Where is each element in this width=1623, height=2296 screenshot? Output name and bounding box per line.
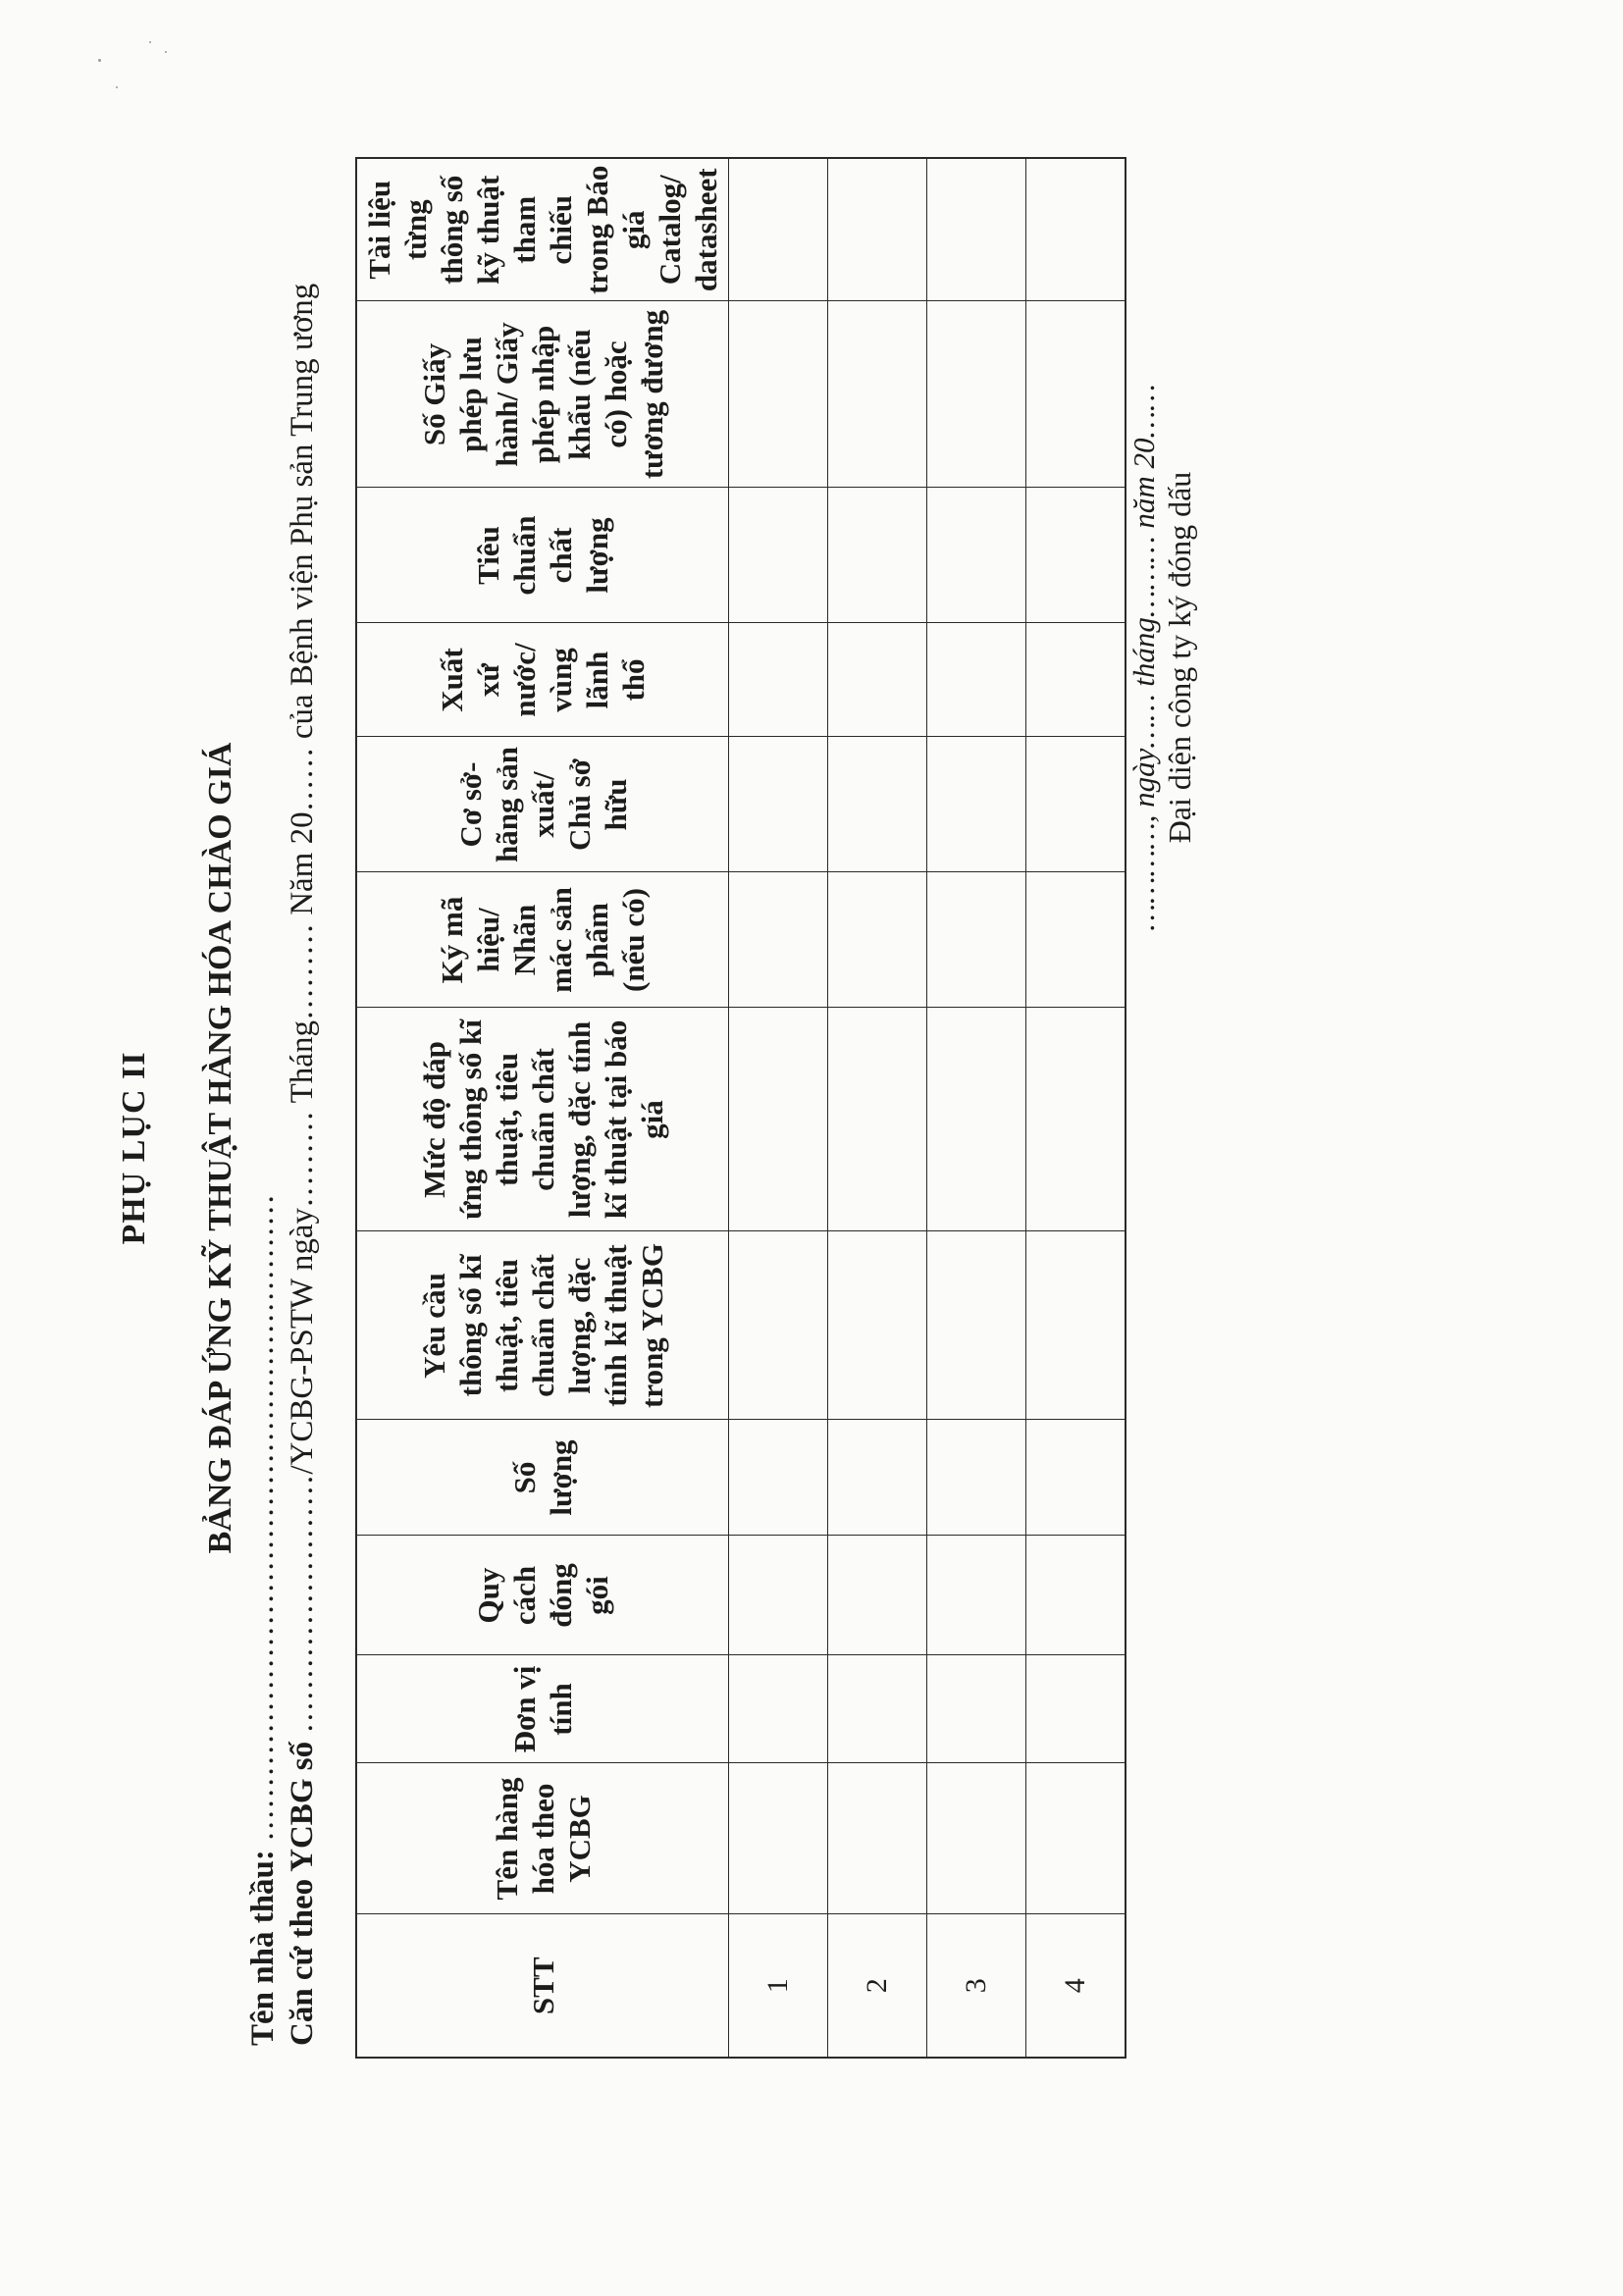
table-cell — [1026, 737, 1126, 872]
table-row — [1026, 158, 1126, 2058]
form-title: BẢNG ĐÁP ỨNG KỸ THUẬT HÀNG HÓA CHÀO GIÁ — [202, 742, 238, 1554]
table-cell — [1026, 1655, 1126, 1763]
table-cell — [729, 1231, 828, 1420]
table-cell — [828, 1008, 927, 1231]
table-row — [729, 158, 828, 2058]
column-header: Mức độ đáp ứng thông số kĩ thuật, tiêu chuẩn chất lượng, đặc tính kĩ thuật tại báo giá — [356, 1008, 729, 1231]
table-cell — [729, 301, 828, 488]
table-cell — [1026, 1763, 1126, 1914]
table-cell — [927, 872, 1026, 1008]
table-cell — [927, 1008, 1026, 1231]
table-cell — [729, 158, 828, 301]
table-cell — [828, 872, 927, 1008]
table-cell — [828, 488, 927, 623]
contractor-line — [245, 1194, 282, 2046]
stt-cell: 2 — [828, 1914, 927, 2058]
column-header: Tiêu chuẩn chất lượng — [356, 488, 729, 623]
table-cell — [729, 1008, 828, 1231]
column-header: Quy cách đóng gói — [356, 1536, 729, 1655]
table-cell — [1026, 488, 1126, 623]
column-header: Số Giấy phép lưu hành/ Giấy phép nhập khẩu (nếu có) hoặc tương đương — [356, 301, 729, 488]
appendix-title: PHỤ LỤC II — [116, 1051, 152, 1245]
table-cell — [927, 1536, 1026, 1655]
table-cell — [1026, 158, 1126, 301]
signature-caption: Đại diện công ty ký đóng dấu — [1162, 471, 1197, 844]
column-header: Ký mã hiệu/ Nhãn mác sản phẩm (nếu có) — [356, 872, 729, 1008]
basis-label: Căn cứ theo YCBG số — [285, 1741, 320, 2046]
basis-text: ……………………/YCBG-PSTW ngày……… Tháng……… Năm 20…… của Bệnh viện Phụ sản Trung ương — [285, 283, 320, 1734]
stt-cell: 3 — [927, 1914, 1026, 2058]
table-cell — [729, 488, 828, 623]
table-cell — [729, 1420, 828, 1536]
table-cell — [927, 1420, 1026, 1536]
technical-response-table — [355, 157, 1126, 2059]
column-header: Tên hàng hóa theo YCBG — [356, 1763, 729, 1914]
table-cell — [729, 872, 828, 1008]
table-cell — [828, 301, 927, 488]
table-cell — [927, 1763, 1026, 1914]
column-header: Tài liệu từng thông số kỹ thuật tham chiếu trong Báo giá Catalog/ datasheet — [356, 158, 729, 301]
column-header: Yêu cầu thông số kĩ thuật, tiêu chuẩn chất lượng, đặc tính kĩ thuật trong YCBG — [356, 1231, 729, 1420]
table-row — [927, 158, 1026, 2058]
column-header: Đơn vị tính — [356, 1655, 729, 1763]
table-cell — [1026, 1231, 1126, 1420]
column-header: Số lượng — [356, 1420, 729, 1536]
table-cell — [927, 623, 1026, 737]
stt-cell: 1 — [729, 1914, 828, 2058]
table-header-row — [356, 158, 729, 2058]
table-cell — [1026, 1008, 1126, 1231]
table-cell — [729, 623, 828, 737]
table-cell — [1026, 301, 1126, 488]
table-row — [828, 158, 927, 2058]
table-cell — [828, 1420, 927, 1536]
column-header: Cơ sở- hãng sản xuất/ Chủ sở hữu — [356, 737, 729, 872]
table-cell — [828, 158, 927, 301]
table-cell — [729, 1763, 828, 1914]
table-cell — [927, 488, 1026, 623]
table-cell — [729, 1536, 828, 1655]
stt-cell: 4 — [1026, 1914, 1126, 2058]
table-cell — [828, 1536, 927, 1655]
contractor-blank: …………………………………………………… — [245, 1193, 281, 1842]
basis-line — [285, 284, 321, 2046]
table-cell — [828, 1763, 927, 1914]
table-cell — [1026, 1420, 1126, 1536]
date-place-line: …………, ngày…… tháng……… năm 20…… — [1126, 384, 1161, 931]
table-cell — [927, 158, 1026, 301]
table-cell — [1026, 1536, 1126, 1655]
table-cell — [927, 737, 1026, 872]
table-cell — [729, 1655, 828, 1763]
contractor-label: Tên nhà thầu: — [245, 1850, 281, 2046]
table-cell — [927, 1231, 1026, 1420]
table-cell — [1026, 872, 1126, 1008]
table-cell — [729, 737, 828, 872]
table-cell — [927, 1655, 1026, 1763]
table-cell — [828, 1655, 927, 1763]
column-header: STT — [356, 1914, 729, 2058]
table-cell — [1026, 623, 1126, 737]
table-cell — [828, 737, 927, 872]
table-cell — [828, 623, 927, 737]
table-cell — [828, 1231, 927, 1420]
column-header: Xuất xứ nước/ vùng lãnh thổ — [356, 623, 729, 737]
table-cell — [927, 301, 1026, 488]
